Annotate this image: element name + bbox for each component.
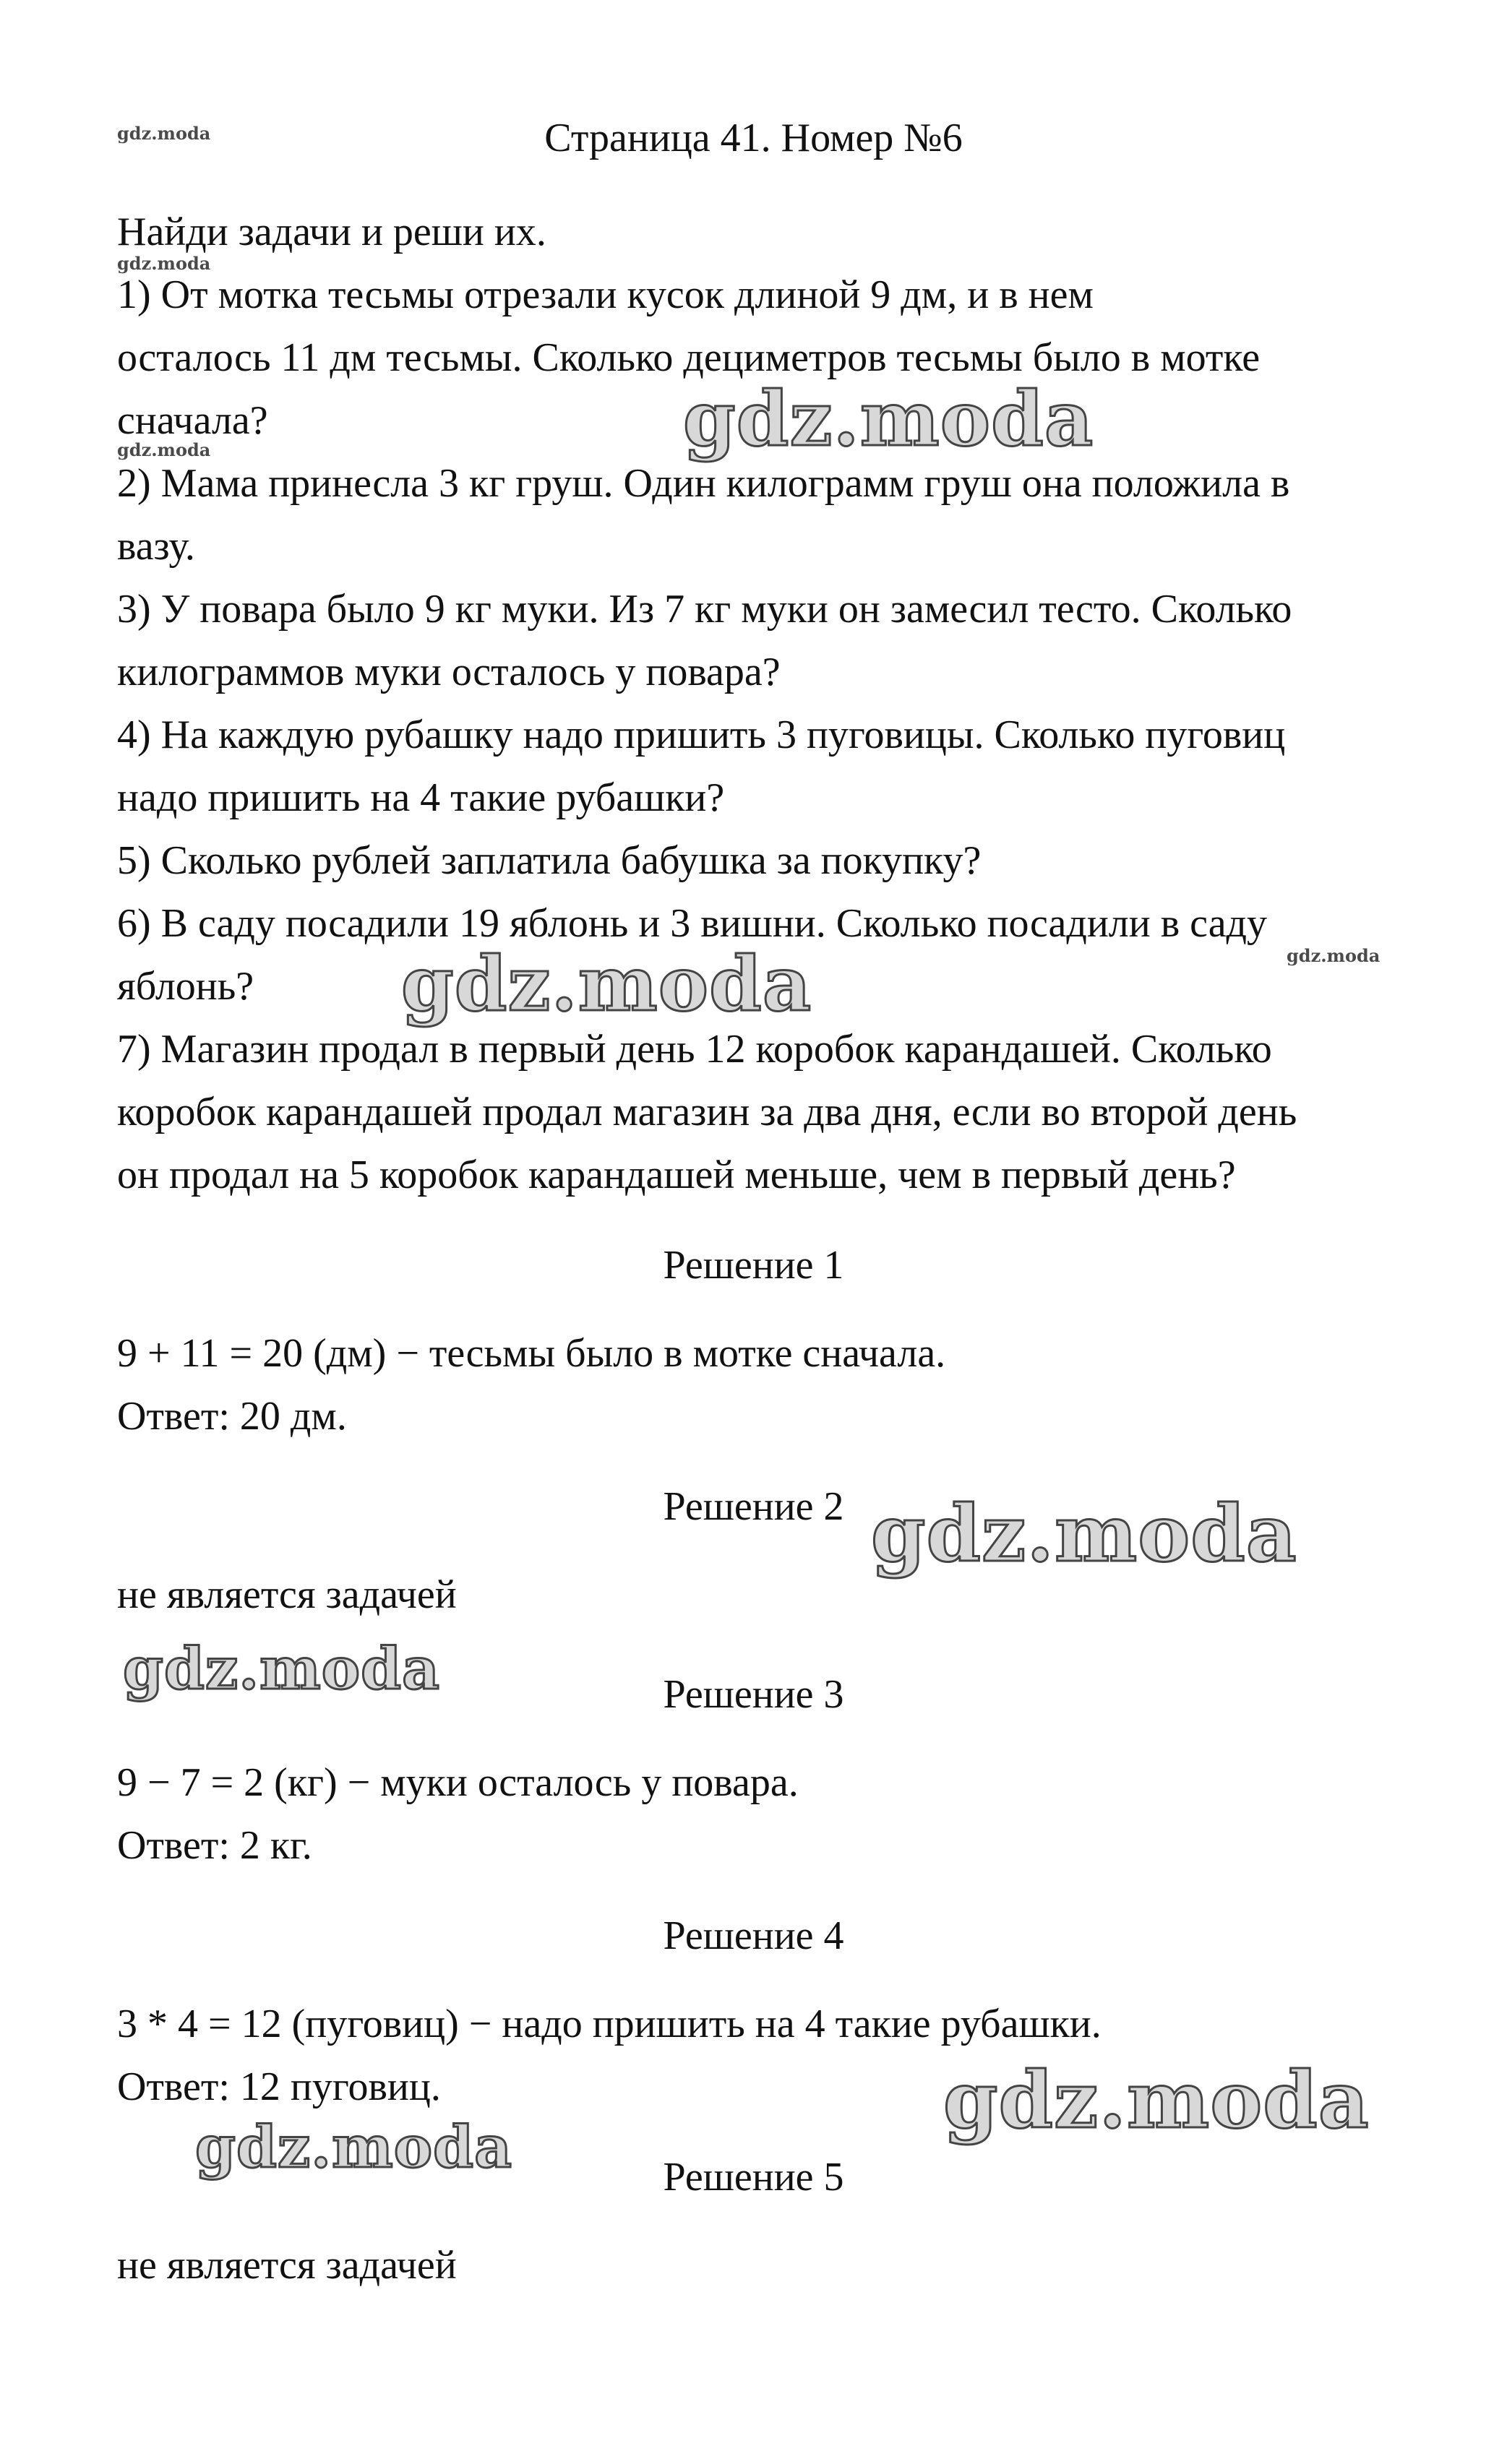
solution-heading: Решение 1 — [663, 1243, 844, 1288]
task-line: вазу. — [117, 524, 195, 569]
solution-line: не является задачей — [117, 1572, 457, 1617]
task-line: сначала? — [117, 398, 268, 443]
watermark-large: gdz.moda — [123, 1634, 440, 1702]
task-line: 7) Магазин продал в первый день 12 коробок карандашей. Сколько — [117, 1027, 1272, 1072]
solution-answer: Ответ: 12 пуговиц. — [117, 2064, 441, 2109]
watermark-small: gdz.moda — [117, 123, 211, 144]
watermark-small: gdz.moda — [1287, 945, 1381, 966]
solution-heading: Решение 2 — [663, 1484, 844, 1529]
solution-line: не является задачей — [117, 2243, 457, 2288]
watermark-large: gdz.moda — [871, 1489, 1297, 1580]
task-line: килограммов муки осталось у повара? — [117, 650, 781, 694]
solution-heading: Решение 4 — [663, 1913, 844, 1958]
task-line: 3) У повара было 9 кг муки. Из 7 кг муки он замесил тесто. Сколько — [117, 587, 1292, 632]
task-line: 6) В саду посадили 19 яблонь и 3 вишни. Сколько посадили в саду — [117, 901, 1268, 946]
page-title: Страница 41. Номер №6 — [544, 116, 963, 160]
solution-line: 9 + 11 = 20 (дм) − тесьмы было в мотке сначала. — [117, 1331, 946, 1376]
watermark-small: gdz.moda — [117, 253, 211, 274]
task-line: яблонь? — [117, 964, 254, 1009]
task-line: 4) На каждую рубашку надо пришить 3 пуговицы. Сколько пуговиц — [117, 712, 1286, 757]
solution-heading: Решение 3 — [663, 1672, 844, 1717]
solution-line: 9 − 7 = 2 (кг) − муки осталось у повара. — [117, 1760, 799, 1805]
watermark-large: gdz.moda — [401, 939, 812, 1028]
watermark-large: gdz.moda — [683, 374, 1094, 463]
solution-answer: Ответ: 20 дм. — [117, 1394, 347, 1439]
task-line: надо пришить на 4 такие рубашки? — [117, 775, 725, 820]
solution-answer: Ответ: 2 кг. — [117, 1823, 312, 1868]
task-line: он продал на 5 коробок карандашей меньше, чем в первый день? — [117, 1153, 1236, 1197]
solution-heading: Решение 5 — [663, 2155, 844, 2200]
task-line: 2) Мама принесла 3 кг груш. Один килограмм груш она положила в — [117, 461, 1290, 506]
solution-line: 3 * 4 = 12 (пуговиц) − надо пришить на 4 такие рубашки. — [117, 2002, 1102, 2046]
watermark-large: gdz.moda — [195, 2113, 512, 2181]
task-intro: Найди задачи и реши их. — [117, 210, 546, 254]
watermark-large: gdz.moda — [943, 2055, 1370, 2146]
task-line: осталось 11 дм тесьмы. Сколько дециметров тесьмы было в мотке — [117, 335, 1261, 380]
task-line: 1) От мотка тесьмы отрезали кусок длиной 9 дм, и в нем — [117, 272, 1094, 317]
task-line: 5) Сколько рублей заплатила бабушка за покупку? — [117, 838, 982, 883]
watermark-small: gdz.moda — [117, 439, 211, 460]
task-line: коробок карандашей продал магазин за два дня, если во второй день — [117, 1090, 1297, 1134]
